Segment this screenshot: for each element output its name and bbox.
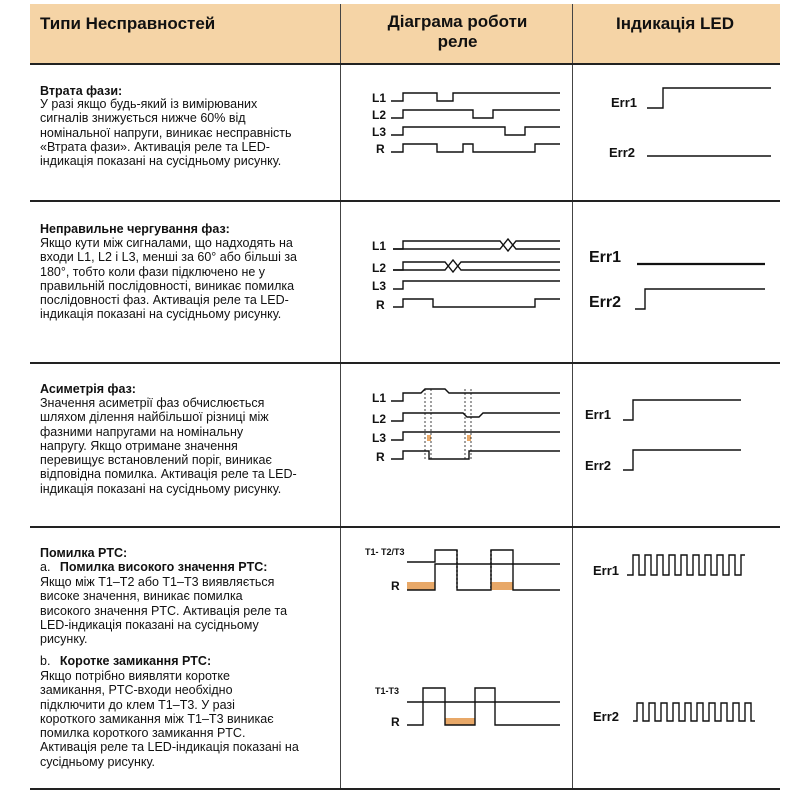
row4-sub-b bbox=[40, 654, 211, 668]
row4-led-indication-a bbox=[575, 545, 775, 595]
row1-led-err1-wave bbox=[647, 88, 771, 108]
row3-line: перевищує встановлений поріг, виникає bbox=[40, 453, 272, 468]
row2-wave-l3 bbox=[393, 281, 560, 289]
row3-title: Асиметрія фаз: bbox=[40, 382, 136, 396]
row1-line: сигналів знижується нижче 60% від bbox=[40, 111, 246, 126]
row-divider-4 bbox=[30, 788, 780, 790]
row3-signal-label-l2: L2 bbox=[372, 412, 387, 426]
row4a-signal-label-t: T1- T2/T3 bbox=[365, 547, 405, 557]
row2-line: входи L1, L2 і L3, менші за 60° або більші за bbox=[40, 250, 298, 265]
row1-line: номінальної напруги, виникає несправність bbox=[40, 125, 292, 140]
row4a-signal-label-r: R bbox=[391, 579, 400, 593]
row1-line: «Втрата фази». Активація реле та LED- bbox=[40, 139, 270, 154]
row1-led-err2-label: Err2 bbox=[609, 145, 636, 160]
row4-a-line: Якщо між T1–T2 або T1–T3 виявляється bbox=[40, 575, 275, 589]
row4-a-line: LED-індикація показані на сусідньому bbox=[40, 617, 259, 632]
row3-line: напругу. Якщо отримане значення bbox=[40, 438, 238, 453]
row-divider-2 bbox=[30, 362, 780, 364]
row3-wave-l1 bbox=[391, 389, 560, 401]
row3-led-err2-label: Err2 bbox=[585, 458, 612, 473]
row3-line: шляхом ділення найбільшої різниці між bbox=[40, 410, 269, 425]
row2-led-err1-label: Err1 bbox=[589, 249, 622, 266]
row4-b-line: помилка короткого замикання PTC. bbox=[40, 726, 246, 741]
row3-description bbox=[40, 396, 330, 496]
row4-relay-diagram-a bbox=[345, 540, 570, 610]
row3-wave-l2 bbox=[391, 413, 560, 421]
row4-sub-b-marker: b. bbox=[40, 654, 51, 668]
row4-b-line: Якщо потрібно виявляти коротке bbox=[40, 669, 230, 683]
header-col-faults: Типи Несправностей bbox=[40, 14, 216, 33]
row4b-led-err2-label: Err2 bbox=[593, 709, 620, 724]
row4-a-line: високого значення PTC. Активація реле та bbox=[40, 603, 288, 618]
row2-line: 180°, тобто коли фази підключено не у bbox=[40, 264, 266, 279]
row3-wave-r bbox=[391, 451, 560, 459]
row1-signal-label-l3: L3 bbox=[372, 125, 387, 139]
row1-signal-label-l2: L2 bbox=[372, 108, 387, 122]
row3-wave-l3 bbox=[391, 432, 560, 440]
row1-line: У разі якщо будь-який із вимірюваних bbox=[40, 97, 258, 111]
row3-relay-diagram bbox=[345, 380, 570, 480]
row3-line: індикація показані на сусідньому рисунку. bbox=[40, 481, 282, 496]
row4a-highlight-1 bbox=[407, 582, 435, 590]
row4-b-line: короткого замикання між T1–T3 виникає bbox=[40, 711, 274, 726]
row1-title: Втрата фази: bbox=[40, 84, 123, 98]
row3-led-err1-wave bbox=[623, 400, 741, 420]
row3-led-err1-label: Err1 bbox=[585, 407, 612, 422]
row4-b-line: сусідньому рисунку. bbox=[40, 754, 155, 769]
row1-wave-l3 bbox=[391, 127, 560, 135]
row4b-highlight bbox=[445, 718, 475, 725]
row2-wave-r bbox=[393, 299, 560, 307]
row2-line: Якщо кути між сигналами, що надходять на bbox=[40, 236, 293, 250]
row4-description-b bbox=[40, 669, 330, 769]
row2-line: правильній послідовності, виникає помилка bbox=[40, 278, 295, 293]
col-divider-2 bbox=[572, 4, 573, 790]
row4a-led-err1-wave bbox=[627, 555, 745, 575]
row1-description bbox=[40, 97, 330, 168]
row4b-wave-r bbox=[407, 702, 560, 725]
row4b-signal-label-t: T1-T3 bbox=[375, 686, 400, 696]
row2-description bbox=[40, 236, 330, 322]
row1-wave-l2 bbox=[391, 110, 560, 118]
header-col-diagram-line2: реле bbox=[437, 32, 478, 51]
row4a-wave-t-dash bbox=[457, 550, 491, 590]
row4a-led-err1-label: Err1 bbox=[593, 563, 620, 578]
row2-line: індикація показані на сусідньому рисунку. bbox=[40, 307, 282, 322]
row2-signal-label-l3: L3 bbox=[372, 279, 387, 293]
row2-relay-diagram bbox=[345, 225, 570, 325]
row3-signal-label-l1: L1 bbox=[372, 391, 387, 405]
row1-relay-diagram bbox=[345, 80, 570, 170]
row4-sub-a bbox=[40, 560, 267, 574]
row3-highlight-1 bbox=[427, 435, 431, 441]
row1-signal-label-r: R bbox=[376, 142, 385, 156]
row3-highlight-2 bbox=[467, 435, 471, 441]
row4-led-indication-b bbox=[575, 695, 775, 735]
row3-line: відповідна помилка. Активація реле та LED- bbox=[40, 467, 297, 482]
row4b-signal-label-r: R bbox=[391, 715, 400, 729]
row4-a-line: високе значення, виникає помилка bbox=[40, 589, 243, 604]
row2-line: послідовності фаз. Активація реле та LED- bbox=[40, 293, 289, 308]
row4-sub-b-title: Коротке замикання PTC: bbox=[59, 654, 212, 668]
row4-b-line: Активація реле та LED-індикація показані на bbox=[40, 740, 299, 755]
row1-wave-r bbox=[391, 144, 560, 152]
row-divider-1 bbox=[30, 200, 780, 202]
row1-signal-label-l1: L1 bbox=[372, 91, 387, 105]
row2-led-indication bbox=[575, 235, 775, 325]
row4-a-line: рисунку. bbox=[40, 632, 88, 647]
header-col-diagram-line1: Діаграма роботи bbox=[387, 12, 528, 31]
row4-title: Помилка PTC: bbox=[40, 546, 128, 560]
row4-sub-a-title: Помилка високого значення PTC: bbox=[59, 560, 268, 574]
row4b-wave-t bbox=[407, 688, 560, 702]
row4-description-a bbox=[40, 575, 330, 646]
header-col-led: Індикація LED bbox=[615, 14, 734, 33]
row1-wave-l1 bbox=[391, 93, 560, 101]
row-divider-3 bbox=[30, 526, 780, 528]
row1-led-err1-label: Err1 bbox=[611, 95, 638, 110]
row1-line: індикація показані на сусідньому рисунку. bbox=[40, 154, 282, 169]
row4-b-line: підключити до клем T1–T3. У разі bbox=[40, 697, 235, 712]
row3-signal-label-l3: L3 bbox=[372, 431, 387, 445]
row4a-wave-t bbox=[407, 550, 560, 564]
row2-led-err2-wave bbox=[635, 289, 765, 309]
row1-led-indication bbox=[575, 80, 775, 170]
row4b-led-err2-wave bbox=[633, 703, 755, 721]
row-divider-0 bbox=[30, 63, 780, 65]
row3-line: Значення асиметрії фаз обчислюється bbox=[40, 396, 265, 410]
row2-signal-label-l2: L2 bbox=[372, 261, 387, 275]
row4-relay-diagram-b bbox=[345, 680, 570, 740]
header-col-diagram bbox=[345, 12, 570, 52]
row3-signal-label-r: R bbox=[376, 450, 385, 464]
row4a-highlight-2 bbox=[491, 582, 513, 590]
row2-signal-label-r: R bbox=[376, 298, 385, 312]
col-divider-1 bbox=[340, 4, 341, 790]
row3-led-indication bbox=[575, 390, 775, 480]
row3-led-err2-wave bbox=[623, 450, 741, 470]
row2-led-err2-label: Err2 bbox=[589, 294, 622, 311]
row2-signal-label-l1: L1 bbox=[372, 239, 387, 253]
row2-title: Неправильне чергування фаз: bbox=[40, 222, 230, 236]
row4-b-line: замикання, PTC-входи необхідно bbox=[40, 683, 233, 698]
row3-line: фазними напругами на номінальну bbox=[40, 424, 244, 439]
row4-sub-a-marker: a. bbox=[40, 560, 51, 574]
